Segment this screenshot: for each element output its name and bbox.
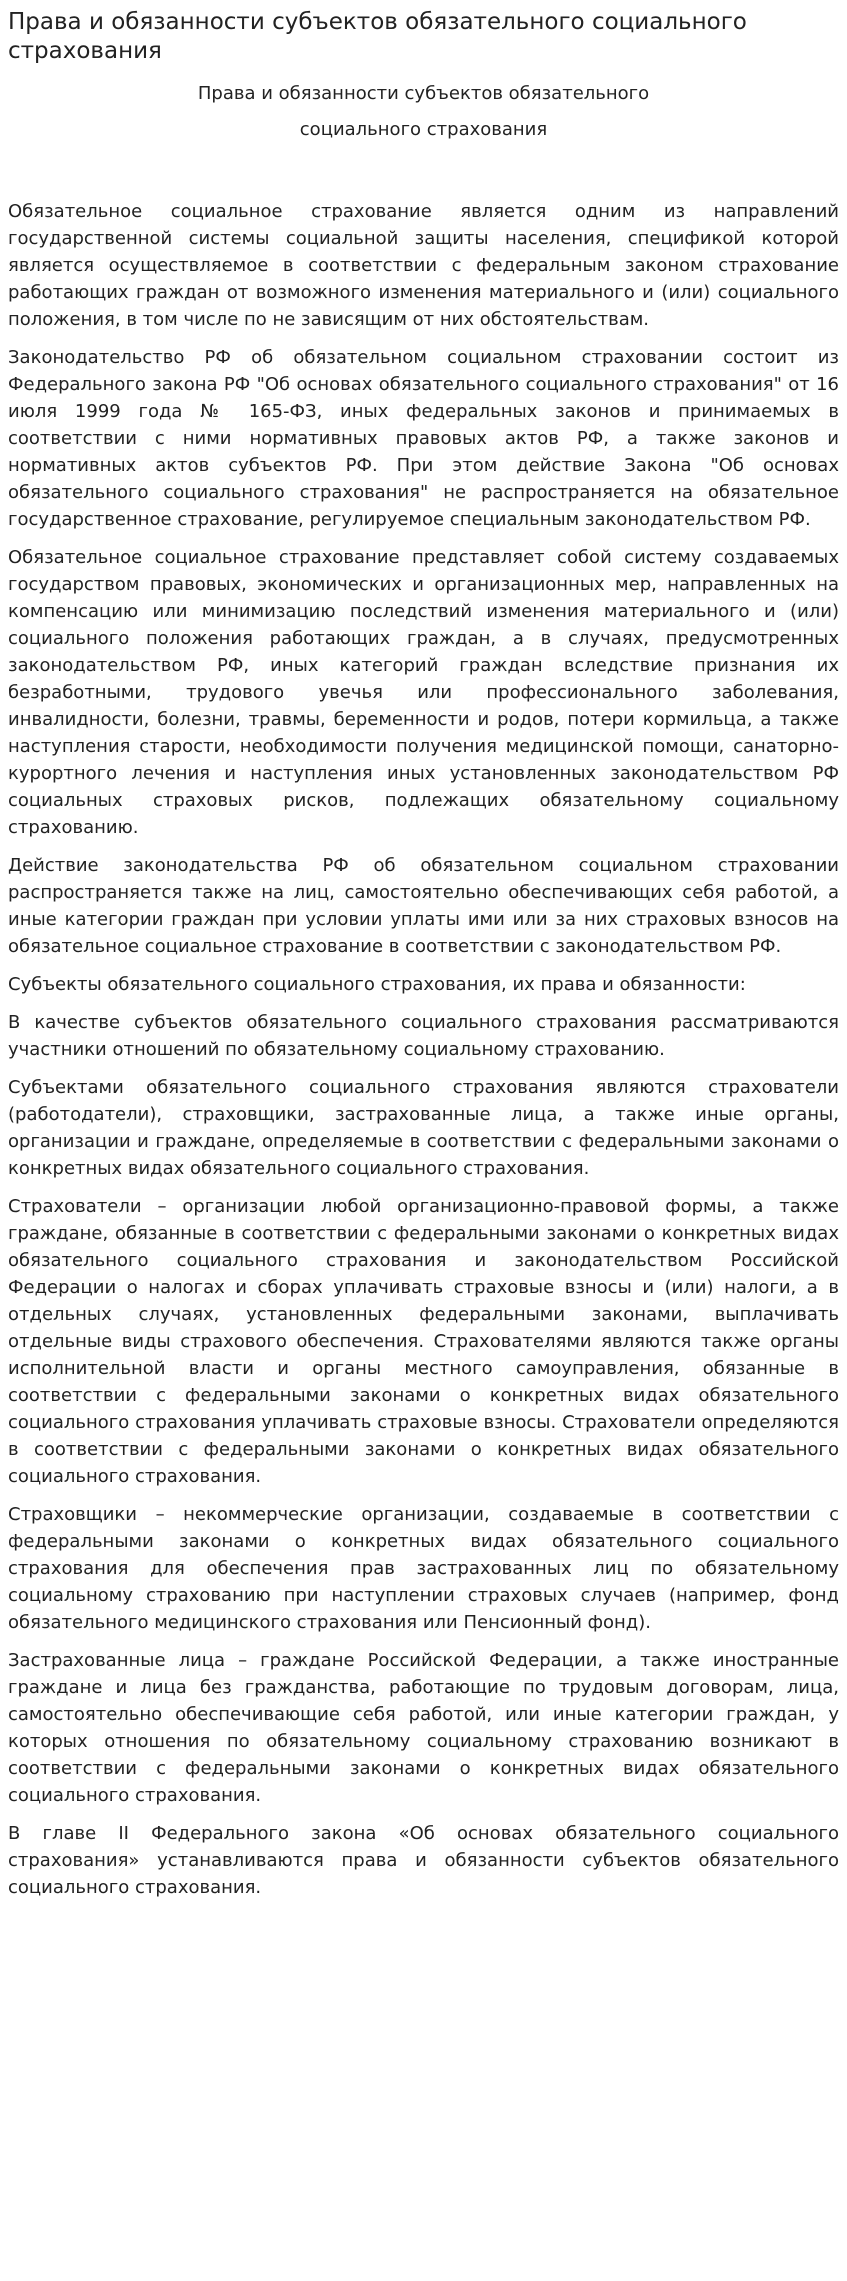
section-spacer <box>8 148 839 198</box>
paragraph-definition: Обязательное социальное страхование представляет собой систему создаваемых государством правовых, экономических и организационных мер, направленных на компенсацию или минимизацию последствий изменения материального и (или) социального положения работающих граждан, а в случаях, предусмотренных законодательством РФ, иных категорий граждан вследствие признания их безработными, трудового увечья или профессионального заболевания, инвалидности, болезни, травмы, беременности и родов, потери кормильца, а также наступления старости, необходимости получения медицинской помощи, санаторно-курортного лечения и наступления иных установленных законодательством РФ социальных страховых рисков, подлежащих обязательному социальному страхованию. <box>8 547 839 838</box>
subtitle-line-2: социального страхования <box>299 119 548 140</box>
paragraph-subjects-heading: Субъекты обязательного социального страхования, их права и обязанности: <box>8 974 746 995</box>
paragraph-subjects-list: Субъектами обязательного социального страхования являются страхователи (работодатели), страховщики, застрахованные лица, а также иные органы, организации и граждане, определяемые в соответствии с федеральными законами о конкретных видах обязательного социального страхования. <box>8 1077 839 1179</box>
document-page <box>0 8 839 1901</box>
article-body <box>8 198 839 1901</box>
paragraph-chapter-two: В главе II Федерального закона «Об основах обязательного социального страхования» устанавливаются права и обязанности субъектов обязательного социального страхования. <box>8 1823 839 1898</box>
page-title: Права и обязанности субъектов обязательного социального страхования <box>8 9 747 64</box>
paragraph-insurers: Страховщики – некоммерческие организации, создаваемые в соответствии с федеральными законами о конкретных видах обязательного социального страхования для обеспечения прав застрахованных лиц по обязательному социальному страхованию при наступлении страховых случаев (например, фонд обязательного медицинского страхования или Пенсионный фонд). <box>8 1504 839 1633</box>
paragraph-legislation: Законодательство РФ об обязательном социальном страховании состоит из Федерального закона РФ "Об основах обязательного социального страхования" от 16 июля 1999 года № 165-ФЗ, иных федеральных законов и принимаемых в соответствии с ними нормативных правовых актов РФ, а также законов и нормативных актов субъектов РФ. При этом действие Закона "Об основах обязательного социального страхования" не распространяется на обязательное государственное страхование, регулируемое специальным законодательством РФ. <box>8 347 839 530</box>
paragraph-subjects-intro: В качестве субъектов обязательного социального страхования рассматриваются участники отношений по обязательному социальному страхованию. <box>8 1012 839 1060</box>
paragraph-intro: Обязательное социальное страхование является одним из направлений государственной системы социальной защиты населения, спецификой которой является осуществляемое в соответствии с федеральным законом страхование работающих граждан от возможного изменения материального и (или) социального положения, в том числе по не зависящим от них обстоятельствам. <box>8 201 839 330</box>
paragraph-scope: Действие законодательства РФ об обязательном социальном страховании распространяется также на лиц, самостоятельно обеспечивающих себя работой, а иные категории граждан при условии уплаты ими или за них страховых взносов на обязательное социальное страхование в соответствии с законодательством РФ. <box>8 855 839 957</box>
paragraph-insured-persons: Застрахованные лица – граждане Российской Федерации, а также иностранные граждане и лица без гражданства, работающие по трудовым договорам, лица, самостоятельно обеспечивающие себя работой, или иные категории граждан, у которых отношения по обязательному социальному страхованию возникают в соответствии с федеральными законами о конкретных видах обязательного социального страхования. <box>8 1650 839 1806</box>
paragraph-insurers-policyholders: Страхователи – организации любой организационно-правовой формы, а также граждане, обязанные в соответствии с федеральными законами о конкретных видах обязательного социального страхования и законодательством Российской Федерации о налогах и сборах уплачивать страховые взносы и (или) налоги, а в отдельных случаях, установленных федеральными законами, выплачивать отдельные виды страхового обеспечения. Страхователями являются также органы исполнительной власти и органы местного самоуправления, обязанные в соответствии с федеральными законами о конкретных видах обязательного социального страхования уплачивать страховые взносы. Страхователи определяются в соответствии с федеральными законами о конкретных видах обязательного социального страхования. <box>8 1196 839 1487</box>
subtitle-line-1: Права и обязанности субъектов обязательного <box>197 83 650 104</box>
